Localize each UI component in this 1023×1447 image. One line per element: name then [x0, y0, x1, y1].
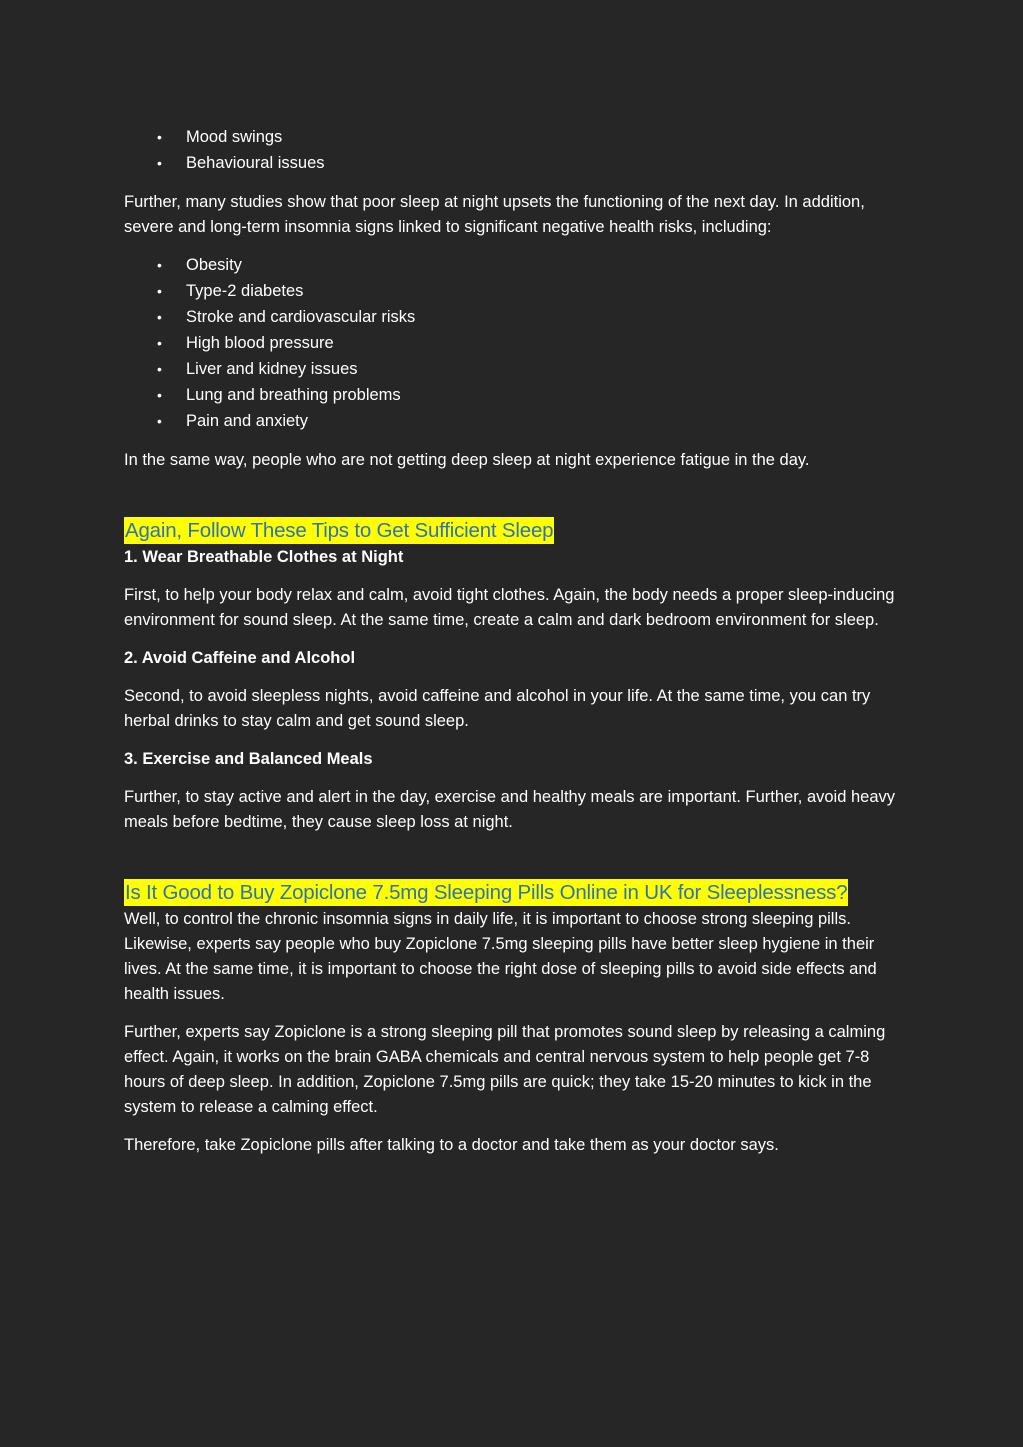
bullet-icon: •	[157, 335, 162, 351]
bullet-icon: •	[157, 257, 162, 273]
section-heading-wrap	[124, 879, 899, 907]
list-item	[124, 357, 899, 383]
list-item	[124, 331, 899, 357]
tip-title: 2. Avoid Caffeine and Alcohol	[124, 649, 356, 667]
list-item-text: Behavioural issues	[186, 154, 325, 172]
bullet-icon: •	[157, 283, 162, 299]
document-content	[124, 125, 899, 1158]
tip-title: 1. Wear Breathable Clothes at Night	[124, 548, 404, 566]
list-item	[124, 151, 899, 177]
tip-title: 3. Exercise and Balanced Meals	[124, 750, 373, 768]
list-item	[124, 253, 899, 279]
bullet-icon: •	[157, 361, 162, 377]
list-item-text: High blood pressure	[186, 334, 334, 352]
paragraph: Well, to control the chronic insomnia signs in daily life, it is important to choose strong sleeping pills. Likewise, experts say people who buy Zopiclone 7.5mg sleeping pills have better sleep hygiene in their lives. At the same time, it is important to choose the right dose of sleeping pills to avoid side effects and health issues.	[124, 910, 877, 1003]
list-item-text: Type-2 diabetes	[186, 282, 304, 300]
paragraph: Therefore, take Zopiclone pills after talking to a doctor and take them as your doctor says.	[124, 1136, 779, 1154]
bullet-icon: •	[157, 309, 162, 325]
tip-text: First, to help your body relax and calm, avoid tight clothes. Again, the body needs a proper sleep-inducing environment for sound sleep. At the same time, create a calm and dark bedroom environment for sleep.	[124, 586, 895, 629]
bullet-icon: •	[157, 129, 162, 145]
tip-text: Second, to avoid sleepless nights, avoid caffeine and alcohol in your life. At the same time, you can try herbal drinks to stay calm and get sound sleep.	[124, 687, 871, 730]
list-item	[124, 409, 899, 435]
paragraph: Further, experts say Zopiclone is a strong sleeping pill that promotes sound sleep by releasing a calming effect. Again, it works on the brain GABA chemicals and central nervous system to help people get 7-8 hours of deep sleep. In addition, Zopiclone 7.5mg pills are quick; they take 15-20 minutes to kick in the system to release a calming effect.	[124, 1023, 886, 1116]
list-item	[124, 279, 899, 305]
list-item	[124, 125, 899, 151]
paragraph: Further, many studies show that poor sleep at night upsets the functioning of the next day. In addition, severe and long-term insomnia signs linked to significant negative health risks, including:	[124, 193, 865, 236]
list-item-text: Pain and anxiety	[186, 412, 309, 430]
list-item-text: Lung and breathing problems	[186, 386, 401, 404]
bullet-icon: •	[157, 155, 162, 171]
list-item-text: Stroke and cardiovascular risks	[186, 308, 416, 326]
list-item-text: Liver and kidney issues	[186, 360, 358, 378]
bullet-icon: •	[157, 387, 162, 403]
paragraph: In the same way, people who are not getting deep sleep at night experience fatigue in the day.	[124, 451, 810, 469]
list-item-text: Obesity	[186, 256, 242, 274]
bullet-icon: •	[157, 413, 162, 429]
list-item-text: Mood swings	[186, 128, 283, 146]
symptom-list	[124, 125, 899, 177]
section-heading-wrap	[124, 517, 899, 545]
health-risks-list	[124, 253, 899, 435]
tip-text: Further, to stay active and alert in the day, exercise and healthy meals are important. Further, avoid heavy meals before bedtime, they cause sleep loss at night.	[124, 788, 896, 831]
list-item	[124, 383, 899, 409]
section-heading: Again, Follow These Tips to Get Sufficient Sleep	[125, 519, 554, 542]
list-item	[124, 305, 899, 331]
section-heading: Is It Good to Buy Zopiclone 7.5mg Sleeping Pills Online in UK for Sleeplessness?	[125, 881, 848, 904]
